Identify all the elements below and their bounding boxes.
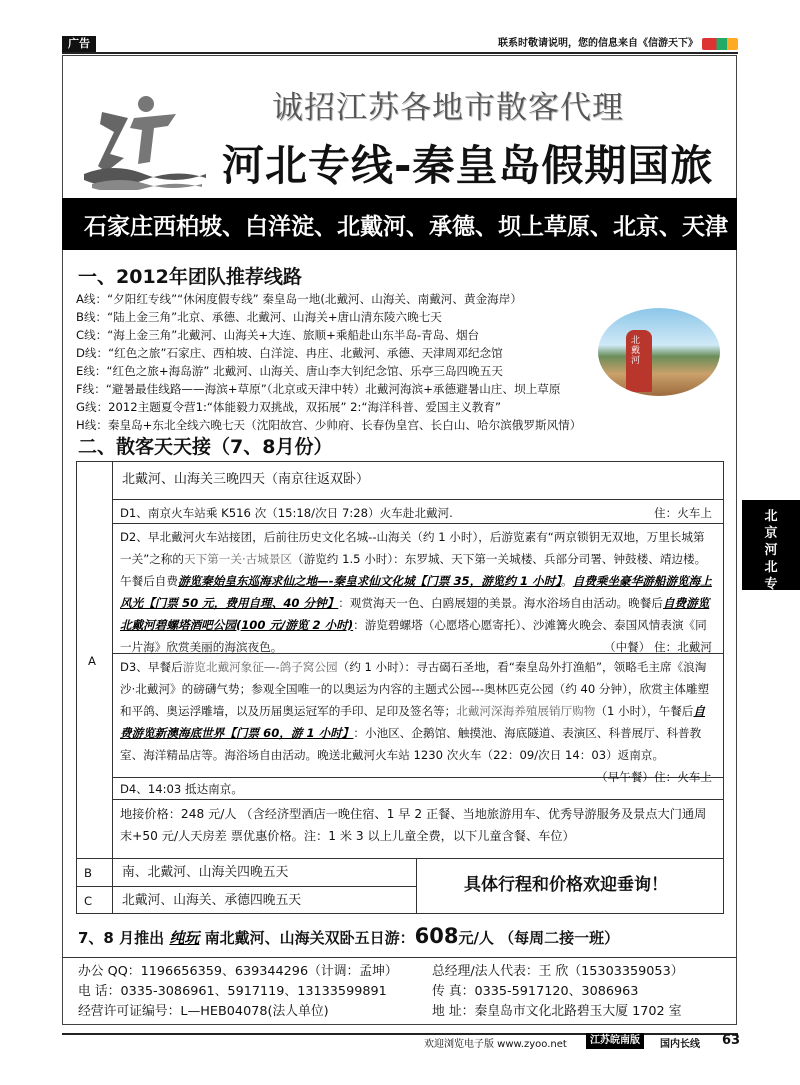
day2-text: ：观赏海天一色、白鸥展翅的美景。海水浴场自由活动。晚餐后 bbox=[338, 596, 663, 610]
destination-text: 石家庄西柏坡、白洋淀、北戴河、承德、坝上草原、北京、天津 bbox=[84, 213, 728, 240]
promo-note: （每周二接一班） bbox=[499, 929, 620, 947]
table-col-divider bbox=[112, 461, 113, 914]
row-c-text: 北戴河、山海关、承德四晚五天 bbox=[122, 893, 302, 908]
stone-sign: 北戴河 bbox=[631, 336, 641, 366]
route-a: A线：“夕阳红专线”“休闲度假专线” 秦皇岛一地(北戴河、山海关、南戴河、黄金海岸） bbox=[76, 292, 522, 306]
row-b-text: 南、北戴河、山海关四晚五天 bbox=[122, 865, 289, 880]
day2 bbox=[120, 526, 712, 658]
side-tab-text: 北京河北专线 bbox=[764, 509, 778, 609]
table-line bbox=[76, 886, 416, 887]
section1-title: 一、2012年团队推荐线路 bbox=[78, 266, 302, 288]
row-a-title: 北戴河、山海关三晚四天（南京往返双卧） bbox=[122, 472, 370, 487]
route-h: H线：秦皇岛+东北全线六晚七天（沈阳故宫、少帅府、长春伪皇宫、长白山、哈尔滨俄罗斯风情） bbox=[76, 418, 582, 432]
day1-stay: 住：火车上 bbox=[654, 506, 712, 520]
route-e: E线：“红色之旅+海岛游” 北戴河、山海关、唐山李大钊纪念馆、乐亭三岛四晚五天 bbox=[76, 364, 503, 378]
table-col-divider bbox=[416, 858, 417, 914]
contact-manager: 总经理/法人代表：王 欣（15303359053） bbox=[432, 964, 684, 979]
day3-text: D3、早餐后 bbox=[120, 660, 183, 674]
side-category-tab bbox=[742, 500, 800, 609]
row-b-label: B bbox=[84, 866, 92, 880]
recruit-heading: 诚招江苏各地市散客代理 bbox=[272, 90, 624, 126]
day2-text: 。 bbox=[561, 574, 573, 588]
contact-qq: 办公 QQ：1196656359、639344296（计调：孟坤） bbox=[78, 964, 398, 979]
day2-scenic: 天下第一关·古城景区 bbox=[183, 552, 293, 566]
day4: D4、14:03 抵达南京。 bbox=[120, 782, 243, 796]
agency-logo-icon bbox=[80, 92, 210, 190]
beach-photo bbox=[598, 308, 720, 396]
day2-text: （游览约 1.5 小时）：东罗城、天下第一关城楼、兵部分司署、钟鼓楼、靖边楼。午餐后自费 bbox=[120, 552, 707, 588]
route-c: C线：“海上金三角”北戴河、山海关+大连、旅顺+乘船赴山东半岛-青岛、烟台 bbox=[76, 328, 480, 342]
promo-unit: 元/人 bbox=[458, 929, 494, 947]
day3-text: （约 1 小时）：寻古碣石圣地，看“秦皇岛外打渔船”，领略毛主席《浪淘沙·北戴河》的磅礴气势；参观全国唯一的以奥运为内容的主题式公园---奥林匹克公园（约 40 分钟），欣赏主体雕塑和平鸽、奥运浮雕墙，以及历届奥运冠军的手印、足印及签名等； bbox=[120, 660, 710, 718]
promo-line bbox=[78, 924, 619, 948]
route-f: F线：“避暑最佳线路——海滨+草原”（北京或天津中转）北戴河海滨+承德避暑山庄、坝上草原 bbox=[76, 382, 561, 396]
promo-price: 608 bbox=[414, 924, 459, 948]
table-line bbox=[76, 858, 724, 859]
contact-fax: 传 真：0335-5917120、3086963 bbox=[432, 984, 639, 999]
page-number: 63 bbox=[722, 1033, 741, 1048]
day2-text: D2、早北戴河火车站接团，后前往历史文化名城--山海关（约 1 小时），后游览素有“两京锁钥无双地，万里长城第一关”之称的 bbox=[120, 530, 705, 566]
day2-optional-tour: 游览秦始皇东巡海求仙之地—-秦皇求仙文化城【门票 35，游览约 1 小时】 bbox=[177, 574, 562, 588]
table-line bbox=[112, 499, 724, 500]
day2-stay: （中餐） 住：北戴河 bbox=[603, 640, 712, 654]
contact-phone: 电 话：0335-3086961、5917119、13133599891 bbox=[78, 984, 387, 999]
day2-optional-cruise: 自费乘坐豪华游船游览海上风光【门票 50 元，费用自理、40 分钟】 bbox=[120, 574, 712, 610]
promo-prefix: 7、8 月推出 bbox=[78, 929, 165, 947]
footer-browse: 欢迎浏览电子版 www.zyoo.net bbox=[424, 1039, 567, 1050]
license-number: 经营许可证编号：L—HEB04078(法人单位) bbox=[78, 1004, 329, 1019]
footer-edition: 江苏皖南版 bbox=[586, 1033, 644, 1049]
row-a-label: A bbox=[88, 654, 96, 668]
route-b: B线：“陆上金三角”北京、承德、北戴河、山海关+唐山清东陵六晚七天 bbox=[76, 310, 442, 324]
footer-category: 国内长线 bbox=[660, 1039, 700, 1050]
day3-optional-aquarium: 自费游览新澳海底世界【门票 60，游 1 小时】 bbox=[120, 704, 705, 740]
day3-scenic: 游览北戴河象征—-鸽子窝公园 bbox=[182, 660, 338, 674]
header-note: 联系时敬请说明，您的信息来自《信游天下》 bbox=[498, 38, 698, 49]
inquiry-text: 具体行程和价格欢迎垂询！ bbox=[464, 875, 668, 895]
day2-optional-park: 自费游览北戴河碧螺塔酒吧公园(100 元/游览 2 小时) bbox=[120, 596, 710, 632]
publisher-logo-icon bbox=[702, 38, 738, 50]
day2-text: ：游览碧螺塔（心愿塔心愿寄托）、沙滩篝火晚会、泰国风情表演《同一片海》欣赏美丽的海滨夜色。 bbox=[120, 618, 707, 654]
day3-text: ：小池区、企鹅馆、触摸池、海底隧道、表演区、科普展厅、科普教室、海洋精品店等。海浴场自由活动。晚送北戴河火车站 1230 次火车（22：09/次日 14：03）返南京。 bbox=[120, 726, 702, 762]
day1-text: D1、南京火车站乘 K516 次（15:18/次日 7:28）火车赴北戴河. bbox=[120, 506, 453, 520]
route-g: G线：2012主题夏令营1:“体能毅力双挑战，双拓展” 2:“海洋科普、爱国主义教育” bbox=[76, 400, 501, 414]
main-title: 河北专线-秦皇岛假期国旅 bbox=[222, 141, 714, 190]
day3-shopping: 北戴河深海养殖展销厅购物 bbox=[456, 704, 596, 718]
row-c-label: C bbox=[84, 894, 93, 908]
day3 bbox=[120, 656, 712, 788]
route-d: D线：“红色之旅”石家庄、西柏坡、白洋淀、冉庄、北戴河、承德、天津周邓纪念馆 bbox=[76, 346, 503, 360]
day3-text: （1 小时），午餐后 bbox=[595, 704, 694, 718]
divider bbox=[62, 957, 737, 958]
promo-pure: 纯玩 bbox=[169, 929, 200, 947]
promo-route: 南北戴河、山海关双卧五日游： bbox=[204, 929, 415, 947]
day3-stay: （早午餐）住：火车上 bbox=[596, 770, 712, 784]
contact-address: 地 址：秦皇岛市文化北路碧玉大厦 1702 室 bbox=[432, 1004, 682, 1019]
section2-title: 二、散客天天接（7、8月份） bbox=[78, 436, 333, 458]
ad-label: 广告 bbox=[62, 36, 96, 52]
ground-price: 地接价格：248 元/人 （含经济型酒店一晚住宿、1 早 2 正餐、当地旅游用车、优秀导游服务及景点大门通周末+50 元/人天房差 票优惠价格。注：1 米 3 以上儿童全费，以下儿童含餐、车位） bbox=[120, 807, 707, 843]
page-header bbox=[62, 36, 738, 54]
day1 bbox=[120, 502, 712, 524]
